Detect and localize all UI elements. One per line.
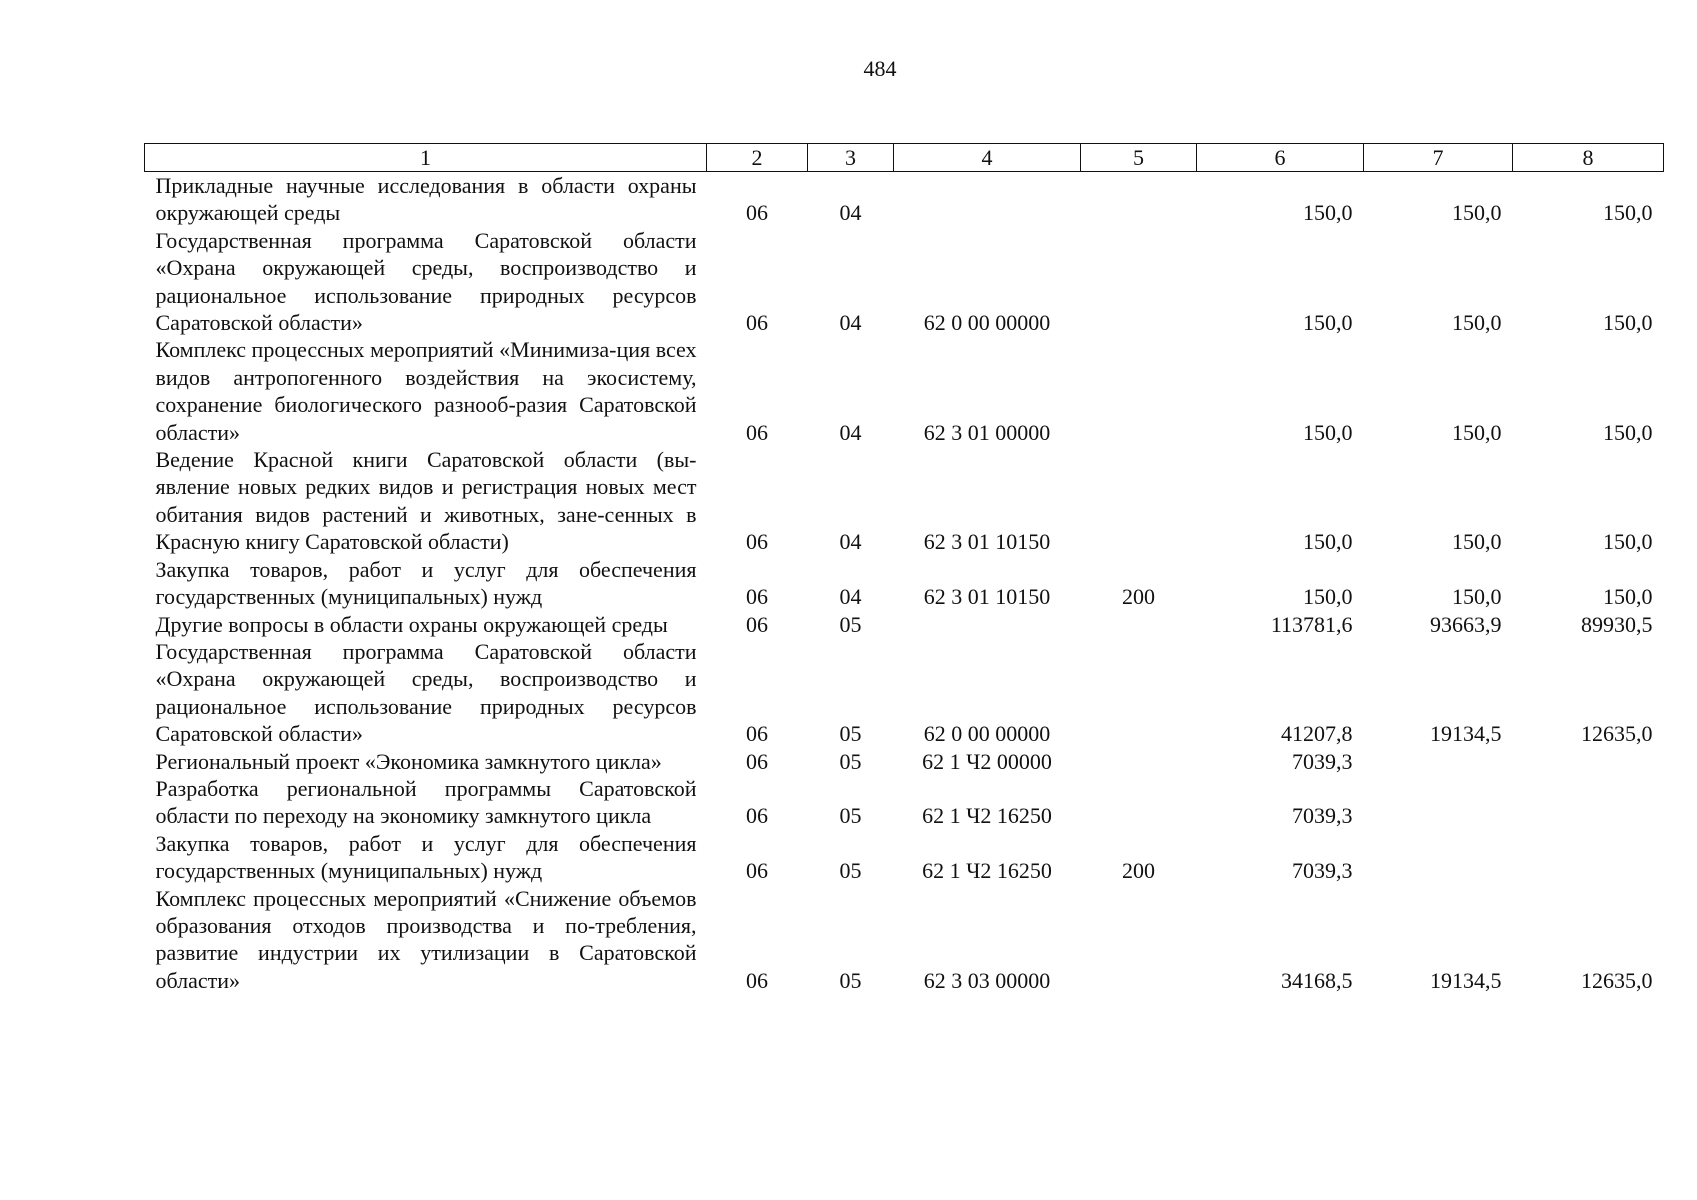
amount-col-7: 93663,9 (1430, 611, 1502, 637)
amount-col-8 (1513, 830, 1664, 885)
amount-col-6: 34168,5 (1281, 967, 1353, 993)
amount-col-6: 150,0 (1303, 419, 1353, 445)
table-row (145, 748, 1664, 775)
row-name: Комплекс процессных мероприятий «Минимиза-ция всех видов антропогенного воздействия на экосистему, сохранение биологического разнооб-разия Саратовской области» (155, 337, 697, 445)
subsection-code: 04 (839, 529, 862, 555)
table-row (145, 638, 1664, 748)
row-name: Прикладные научные исследования в области охраны окружающей среды (155, 173, 697, 226)
section-code: 06 (746, 529, 768, 555)
row-name: Закупка товаров, работ и услуг для обеспечения государственных (муниципальных) нужд (155, 830, 697, 884)
amount-col-6: 150,0 (1303, 200, 1353, 226)
section-code: 06 (746, 200, 768, 226)
amount-col-6: 7039,3 (1292, 858, 1353, 884)
subsection-code: 05 (839, 803, 862, 829)
target-article-code: 62 3 03 00000 (923, 967, 1051, 993)
target-article-code: 62 1 Ч2 00000 (922, 748, 1052, 774)
amount-col-8 (1513, 775, 1664, 830)
subsection-code: 05 (839, 611, 862, 637)
table-row (145, 446, 1664, 556)
table-header (145, 144, 1664, 172)
subsection-code: 04 (839, 584, 862, 610)
section-code: 06 (746, 748, 768, 774)
amount-col-8: 12635,0 (1581, 967, 1653, 993)
column-header-8: 8 (1513, 144, 1664, 172)
amount-col-7: 150,0 (1452, 584, 1502, 610)
table-row (145, 611, 1664, 638)
section-code: 06 (746, 858, 768, 884)
column-header-2: 2 (707, 144, 808, 172)
target-article-code: 62 3 01 10150 (923, 529, 1051, 555)
budget-table (144, 143, 1664, 994)
amount-col-7: 150,0 (1452, 419, 1502, 445)
expense-type-code (1081, 446, 1197, 556)
section-code: 06 (746, 611, 768, 637)
row-name: Другие вопросы в области охраны окружающей среды (155, 611, 668, 637)
amount-col-7: 150,0 (1452, 529, 1502, 555)
target-article-code: 62 1 Ч2 16250 (922, 858, 1052, 884)
section-code: 06 (746, 310, 768, 336)
amount-col-7: 19134,5 (1430, 721, 1502, 747)
page-number: 484 (863, 56, 897, 81)
table-row (145, 885, 1664, 995)
amount-col-8 (1513, 748, 1664, 775)
section-code: 06 (746, 803, 768, 829)
subsection-code: 05 (839, 748, 862, 774)
table-row (145, 775, 1664, 830)
row-name: Закупка товаров, работ и услуг для обеспечения государственных (муниципальных) нужд (155, 556, 697, 610)
row-name: Региональный проект «Экономика замкнутого цикла» (155, 748, 662, 774)
subsection-code: 04 (839, 310, 862, 336)
column-header-4: 4 (894, 144, 1081, 172)
expense-type-code (1081, 227, 1197, 337)
amount-col-8: 12635,0 (1581, 721, 1653, 747)
subsection-code: 05 (839, 721, 862, 747)
amount-col-6: 113781,6 (1270, 611, 1353, 637)
amount-col-6: 7039,3 (1292, 748, 1353, 774)
row-name: Государственная программа Саратовской области «Охрана окружающей среды, воспроизводство и рациональное использование природных ресурсов Саратовской области» (155, 227, 697, 336)
table-row (145, 336, 1664, 446)
subsection-code: 05 (839, 858, 862, 884)
column-header-1: 1 (145, 144, 707, 172)
target-article-code: 62 0 00 00000 (923, 310, 1051, 336)
subsection-code: 05 (839, 967, 862, 993)
header-row (145, 144, 1664, 172)
table-body (145, 172, 1664, 995)
column-header-7: 7 (1364, 144, 1513, 172)
subsection-code: 04 (839, 200, 862, 226)
expense-type-code (1081, 172, 1197, 227)
target-article-code: 62 3 01 00000 (923, 419, 1051, 445)
section-code: 06 (746, 584, 768, 610)
expense-type-code (1081, 336, 1197, 446)
table-row (145, 227, 1664, 337)
target-article-code: 62 1 Ч2 16250 (922, 803, 1052, 829)
row-name: Разработка региональной программы Саратовской области по переходу на экономику замкнутого цикла (155, 775, 697, 829)
row-name: Ведение Красной книги Саратовской области (вы-явление новых редких видов и регистрация новых мест обитания видов растений и животных, зане-сенных в Красную книгу Саратовской области) (155, 447, 697, 555)
subsection-code: 04 (839, 419, 862, 445)
table-row (145, 830, 1664, 885)
target-article-code: 62 3 01 10150 (923, 584, 1051, 610)
amount-col-8: 89930,5 (1581, 611, 1653, 637)
amount-col-7: 150,0 (1452, 200, 1502, 226)
expense-type-code: 200 (1122, 858, 1155, 884)
target-article-code (894, 172, 1081, 227)
amount-col-8: 150,0 (1603, 584, 1653, 610)
expense-type-code (1081, 611, 1197, 638)
amount-col-7 (1364, 830, 1513, 885)
amount-col-8: 150,0 (1603, 419, 1653, 445)
expense-type-code (1081, 638, 1197, 748)
column-header-3: 3 (808, 144, 894, 172)
table-row (145, 556, 1664, 611)
amount-col-6: 150,0 (1303, 529, 1353, 555)
target-article-code (894, 611, 1081, 638)
amount-col-6: 150,0 (1303, 584, 1353, 610)
expense-type-code: 200 (1122, 584, 1155, 610)
column-header-5: 5 (1081, 144, 1197, 172)
amount-col-8: 150,0 (1603, 200, 1653, 226)
expense-type-code (1081, 775, 1197, 830)
row-name: Комплекс процессных мероприятий «Снижение объемов образования отходов производства и по-требления, развитие индустрии их утилизации в Саратовской области» (155, 885, 697, 993)
amount-col-8: 150,0 (1603, 529, 1653, 555)
target-article-code: 62 0 00 00000 (923, 721, 1051, 747)
column-header-6: 6 (1197, 144, 1364, 172)
amount-col-6: 7039,3 (1292, 803, 1353, 829)
section-code: 06 (746, 967, 768, 993)
section-code: 06 (746, 419, 768, 445)
amount-col-7 (1364, 748, 1513, 775)
expense-type-code (1081, 885, 1197, 995)
amount-col-7: 150,0 (1452, 310, 1502, 336)
amount-col-7 (1364, 775, 1513, 830)
amount-col-6: 41207,8 (1281, 721, 1353, 747)
amount-col-6: 150,0 (1303, 310, 1353, 336)
section-code: 06 (746, 721, 768, 747)
table-row (145, 172, 1664, 227)
expense-type-code (1081, 748, 1197, 775)
row-name: Государственная программа Саратовской области «Охрана окружающей среды, воспроизводство и рациональное использование природных ресурсов Саратовской области» (155, 638, 697, 747)
amount-col-7: 19134,5 (1430, 967, 1502, 993)
amount-col-8: 150,0 (1603, 310, 1653, 336)
